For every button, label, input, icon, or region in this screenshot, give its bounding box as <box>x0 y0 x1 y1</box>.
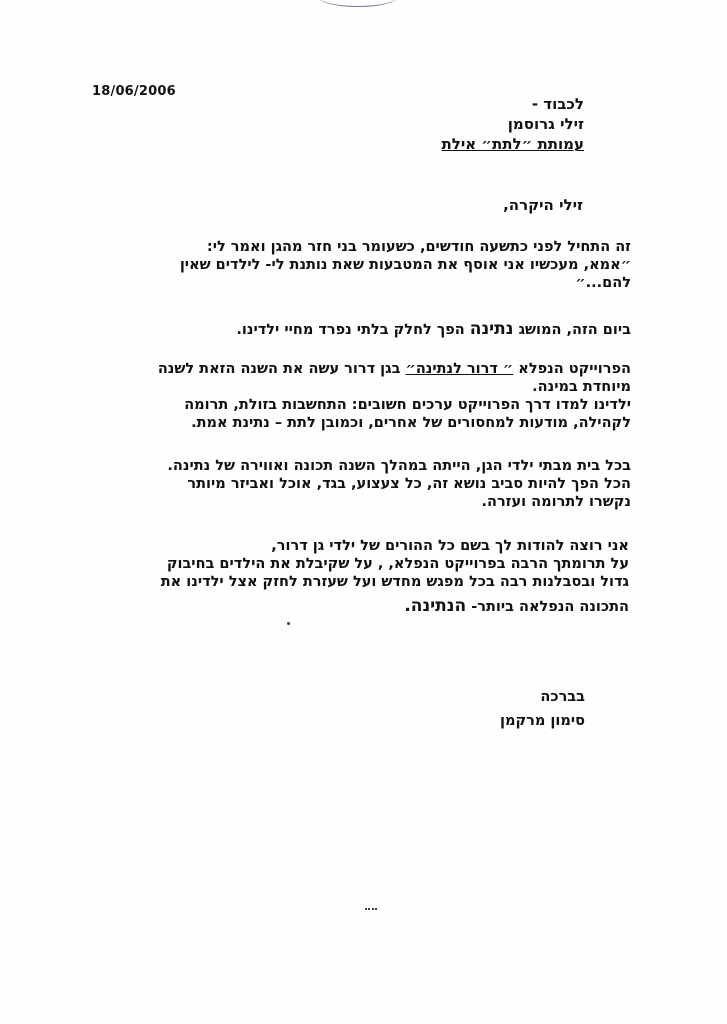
closing: בברכה <box>540 689 585 705</box>
paragraph-line: זה התחיל לפני כתשעה חודשים, כשעומר בני חזר מהגן ואמר לי: <box>206 239 631 255</box>
scan-mark <box>318 0 398 7</box>
paragraph-line: על תרומתך הרבה בפרוייקט הנפלא, , על שקיבלת את הילדים בחיבוק <box>166 556 629 572</box>
paragraph-line: נקשרו לתרומה ועזרה. <box>481 494 631 510</box>
paragraph-line: ״אמא, מעכשיו אני אוסף את המטבעות שאת נותנת לי- לילדים שאין <box>179 257 631 273</box>
addressee-org: עמותת ״לתת״ אילת <box>441 135 584 153</box>
paragraph-line: לקהילה, מודעות למחסורים של אחרים, וכמובן לתת – נתינת אמת. <box>191 415 631 431</box>
letter-date: 18/06/2006 <box>92 84 176 99</box>
paragraph-text: ביום הזה, המושג <box>513 322 631 338</box>
paragraph-3 <box>91 360 631 432</box>
paragraph-5 <box>89 537 629 616</box>
signature-name: סימון מרקמן <box>500 713 585 729</box>
addressee-block <box>442 94 584 154</box>
paragraph-line: גדול ובסבלנות רבה בכל מפגש מחדש ועל שעזרת לחזק אצל ילדינו את <box>160 574 629 590</box>
signature-block <box>500 685 585 733</box>
paragraph-line: בכל בית מבתי ילדי הגן, הייתה במהלך השנה תכונה ואווירה של נתינה. <box>167 458 631 474</box>
addressee-to: לכבוד - <box>531 95 584 113</box>
project-name: ״ דרור לנתינה״ <box>405 361 514 377</box>
paragraph-1 <box>91 238 631 292</box>
paragraph-line: להם...״ <box>575 275 631 291</box>
paragraph-line: מיוחדת במינה. <box>532 379 631 395</box>
emphasis-word: נתינה <box>469 319 514 339</box>
paragraph-2 <box>91 320 631 339</box>
paragraph-text: בגן דרור עשה את השנה הזאת לשנה <box>157 361 406 377</box>
paragraph-text: הפך לחלק בלתי נפרד מחיי ילדינו. <box>236 322 470 338</box>
paragraph-line: ילדינו למדו דרך הפרוייקט ערכים חשובים: התחשבות בזולת, תרומה <box>184 397 631 413</box>
scan-mark-bottom <box>365 908 377 912</box>
paragraph-text: הפרוייקט הנפלא <box>513 361 631 377</box>
addressee-name: זילי גרוסמן <box>507 115 584 133</box>
emphasis-word: הנתינה. <box>404 596 467 616</box>
paragraph-line: אני רוצה להודות לך בשם כל ההורים של ילדי גן דרור, <box>271 538 629 554</box>
paragraph-4 <box>91 457 631 511</box>
ink-speck <box>287 622 290 625</box>
paragraph-line: הכל הפך להיות סביב נושא זה, כל צעצוע, בגד, אוכל ואביזר מיותר <box>187 476 631 492</box>
salutation: זילי היקרה, <box>503 196 583 214</box>
paragraph-text: התכונה הנפלאה ביותר- <box>466 599 629 615</box>
